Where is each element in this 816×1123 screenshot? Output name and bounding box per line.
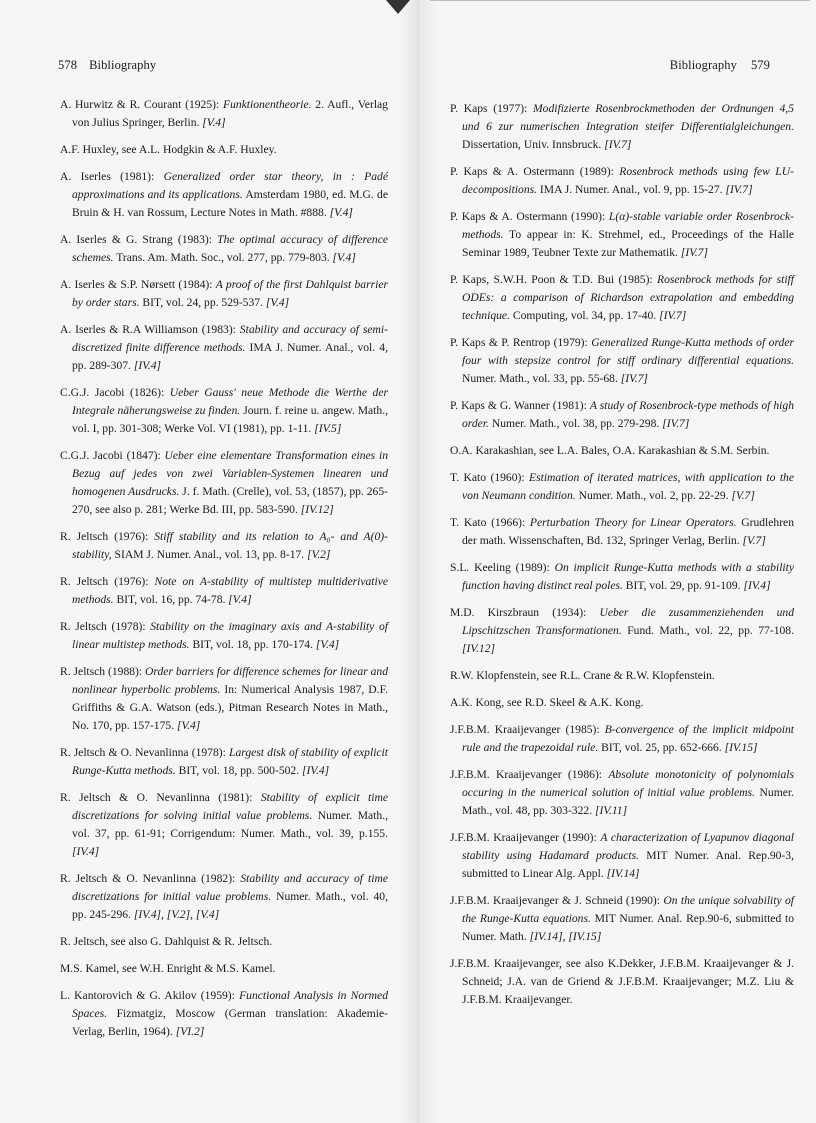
- reference-details: BIT, vol. 18, pp. 170-174.: [189, 638, 316, 651]
- reference-entry: [450, 892, 794, 946]
- reference-entry: [60, 933, 388, 951]
- reference-title: Absolute monotonicity of polynomials occuring in the numerical solution of initial value problems.: [462, 768, 794, 799]
- reference-authors: P. Kaps & A. Ostermann (1990):: [450, 210, 609, 223]
- right-reference-list: [450, 100, 794, 1018]
- reference-authors: O.A. Karakashian, see L.A. Bales, O.A. Karakashian & S.M. Serbin.: [450, 444, 770, 457]
- reference-details: Fund. Math., vol. 22, pp. 77-108.: [621, 624, 794, 637]
- reference-entry: [60, 276, 388, 312]
- reference-authors: A.F. Huxley, see A.L. Hodgkin & A.F. Huxley.: [60, 143, 277, 156]
- reference-title: A characterization of Lyapunov diagonal stability using Hadamard products.: [462, 831, 794, 862]
- reference-section: [IV.4]: [133, 359, 162, 372]
- reference-entry: [450, 469, 794, 505]
- reference-authors: P. Kaps & G. Wanner (1981):: [450, 399, 590, 412]
- reference-details: Numer. Math., vol. 37, pp. 61-91; Corrigendum: Numer. Math., vol. 39, p.155.: [72, 809, 388, 840]
- reference-section: [V.2]: [307, 548, 331, 561]
- reference-title: Stability of explicit time discretizations for solving initial value problems.: [72, 791, 389, 822]
- reference-entry: [60, 141, 388, 159]
- reference-details: MIT Numer. Anal. Rep.90-3, submitted to Linear Alg. Appl.: [462, 849, 794, 880]
- reference-authors: R. Jeltsch (1978):: [60, 620, 151, 633]
- reference-entry: [450, 667, 794, 685]
- reference-entry: [60, 789, 388, 861]
- left-page: [0, 0, 400, 1123]
- reference-entry: [450, 694, 794, 712]
- reference-title: Stability and accuracy of time discretizations for initial value problems.: [72, 872, 389, 903]
- left-reference-list: [60, 96, 388, 1050]
- reference-title: Generalized order star theory, in : Padé approximations and its applications.: [72, 170, 389, 201]
- reference-authors: R. Jeltsch (1976):: [60, 530, 155, 543]
- reference-details: In: Numerical Analysis 1987, D.F. Griffiths & G.A. Watson (eds.), Pitman Research Notes in Math., No. 170, pp. 157-175.: [72, 683, 388, 732]
- reference-entry: [60, 321, 388, 375]
- reference-title: Modifizierte Rosenbrockmethoden der Ordnungen 4,5 und 6 zur numerischen Integration steifer Differentialgleichungen.: [462, 102, 795, 133]
- reference-entry: [60, 384, 388, 438]
- reference-title: L(α)-stable variable order Rosenbrock-methods.: [462, 210, 794, 241]
- reference-authors: R.W. Klopfenstein, see R.L. Crane & R.W. Klopfenstein.: [450, 669, 715, 682]
- reference-entry: [450, 334, 794, 388]
- reference-entry: [60, 870, 388, 924]
- reference-title: Stiff stability and its relation to A₀- and A(0)-stability,: [72, 530, 389, 561]
- reference-entry: [450, 955, 794, 1009]
- reference-title: Order barriers for difference schemes for linear and nonlinear hyperbolic problems.: [72, 665, 389, 696]
- reference-entry: [60, 960, 388, 978]
- reference-entry: [60, 447, 388, 519]
- reference-authors: P. Kaps & A. Ostermann (1989):: [450, 165, 620, 178]
- reference-entry: [450, 208, 794, 262]
- reference-entry: [450, 559, 794, 595]
- reference-entry: [60, 168, 388, 222]
- reference-section: [IV.7]: [620, 372, 648, 385]
- reference-details: J. f. Math. (Crelle), vol. 53, (1857), pp. 265-270, see also p. 281; Werke Bd. III, pp. 583-590.: [72, 485, 388, 516]
- reference-section: [IV.15]: [724, 741, 758, 754]
- right-page: [416, 0, 816, 1123]
- reference-details: 2. Aufl., Verlag von Julius Springer, Berlin.: [72, 98, 388, 129]
- reference-entry: [60, 744, 388, 780]
- reference-entry: [450, 271, 794, 325]
- reference-authors: P. Kaps (1977):: [450, 102, 533, 115]
- reference-title: A proof of the first Dahlquist barrier by order stars.: [72, 278, 389, 309]
- reference-authors: R. Jeltsch & O. Nevanlinna (1981):: [60, 791, 261, 804]
- reference-authors: L. Kantorovich & G. Akilov (1959):: [60, 989, 240, 1002]
- reference-authors: R. Jeltsch, see also G. Dahlquist & R. Jeltsch.: [60, 935, 273, 948]
- reference-authors: J.F.B.M. Kraaijevanger (1986):: [450, 768, 609, 781]
- reference-title: Rosenbrock methods for stiff ODEs: a comparison of Richardson extrapolation and embedding technique.: [462, 273, 794, 322]
- reference-details: Fizmatgiz, Moscow (German translation: Akademie-Verlag, Berlin, 1964).: [72, 1007, 388, 1038]
- reference-entry: [60, 528, 388, 564]
- reference-details: BIT, vol. 25, pp. 652-666.: [598, 741, 725, 754]
- reference-entry: [450, 442, 794, 460]
- reference-authors: A. Iserles & R.A Williamson (1983):: [60, 323, 240, 336]
- reference-details: BIT, vol. 18, pp. 500-502.: [175, 764, 303, 777]
- reference-section: [IV.7]: [725, 183, 753, 196]
- reference-section: [IV.7]: [680, 246, 708, 259]
- left-running-header: [58, 58, 156, 73]
- reference-entry: [60, 573, 388, 609]
- reference-section: [V.7]: [731, 489, 755, 502]
- reference-authors: R. Jeltsch (1976):: [60, 575, 155, 588]
- reference-section: [V.4]: [329, 206, 353, 219]
- reference-entry: [450, 163, 794, 199]
- reference-details: Trans. Am. Math. Soc., vol. 277, pp. 779-803.: [113, 251, 333, 264]
- left-running-head: Bibliography: [89, 58, 157, 72]
- right-running-head: Bibliography: [669, 58, 737, 72]
- reference-title: Stability and accuracy of semi-discretized finite difference methods.: [72, 323, 388, 354]
- reference-section: [V.4]: [332, 251, 356, 264]
- reference-title: On implicit Runge-Kutta methods with a stability function having distinct real poles.: [462, 561, 795, 592]
- right-page-number: 579: [750, 58, 770, 72]
- reference-authors: J.F.B.M. Kraaijevanger & J. Schneid (1990):: [450, 894, 664, 907]
- reference-authors: R. Jeltsch & O. Nevanlinna (1978):: [60, 746, 230, 759]
- reference-authors: A. Iserles & G. Strang (1983):: [60, 233, 218, 246]
- reference-details: BIT, vol. 16, pp. 74-78.: [113, 593, 229, 606]
- reference-section: [V.7]: [742, 534, 766, 547]
- reference-details: Journ. f. reine u. angew. Math., vol. I, pp. 301-308; Werke Vol. VI (1981), pp. 1-11.: [72, 404, 388, 435]
- reference-title: On the unique solvability of the Runge-Kutta equations.: [462, 894, 794, 925]
- reference-title: Estimation of iterated matrices, with application to the von Neumann condition.: [462, 471, 794, 502]
- reference-entry: [60, 618, 388, 654]
- reference-entry: [450, 721, 794, 757]
- reference-title: Funktionentheorie.: [222, 98, 312, 111]
- reference-entry: [450, 397, 794, 433]
- reference-authors: C.G.J. Jacobi (1826):: [60, 386, 170, 399]
- reference-section: [IV.14]: [606, 867, 640, 880]
- reference-entry: [450, 604, 794, 658]
- reference-title: Ueber eine elementare Transformation eines in Bezug auf jedes von zwei Variablen-Systemen linearen und homogenen Ausdrucks.: [72, 449, 388, 498]
- reference-details: MIT Numer. Anal. Rep.90-6, submitted to Numer. Math.: [462, 912, 794, 943]
- reference-title: Ueber die zusammenziehenden und Lipschitzschen Transformationen.: [462, 606, 794, 637]
- reference-authors: T. Kato (1960):: [450, 471, 530, 484]
- right-running-header: [670, 58, 770, 73]
- reference-entry: [450, 766, 794, 820]
- reference-authors: R. Jeltsch (1988):: [60, 665, 146, 678]
- reference-section: [VI.2]: [175, 1025, 205, 1038]
- reference-authors: R. Jeltsch & O. Nevanlinna (1982):: [60, 872, 241, 885]
- reference-authors: J.F.B.M. Kraaijevanger (1985):: [450, 723, 605, 736]
- reference-authors: S.L. Keeling (1989):: [450, 561, 555, 574]
- reference-details: SIAM J. Numer. Anal., vol. 13, pp. 8-17.: [111, 548, 308, 561]
- reference-section: [IV.7]: [662, 417, 690, 430]
- reference-section: [IV.7]: [659, 309, 687, 322]
- reference-entry: [60, 663, 388, 735]
- reference-authors: M.D. Kirszbraun (1934):: [450, 606, 600, 619]
- reference-section: [IV.12]: [462, 642, 495, 655]
- reference-details: Dissertation, Univ. Innsbruck.: [462, 138, 605, 151]
- reference-details: BIT, vol. 29, pp. 91-109.: [622, 579, 744, 592]
- reference-section: [V.4]: [265, 296, 290, 309]
- reference-section: [IV.5]: [314, 422, 342, 435]
- left-page-number: 578: [58, 58, 78, 72]
- reference-details: Numer. Math., vol. 33, pp. 55-68.: [462, 372, 621, 385]
- reference-entry: [60, 987, 388, 1041]
- reference-section: [V.4]: [228, 593, 252, 606]
- reference-entry: [450, 100, 794, 154]
- reference-authors: A.K. Kong, see R.D. Skeel & A.K. Kong.: [450, 696, 644, 709]
- reference-authors: A. Iserles (1981):: [60, 170, 164, 183]
- reference-section: [IV.4]: [72, 845, 100, 858]
- reference-section: [IV.7]: [604, 138, 632, 151]
- reference-details: Numer. Math., vol. 48, pp. 303-322.: [462, 786, 794, 817]
- reference-authors: P. Kaps, S.W.H. Poon & T.D. Bui (1985):: [450, 273, 658, 286]
- reference-details: Grudlehren der math. Wissenschaften, Bd. 132, Springer Verlag, Berlin.: [462, 516, 794, 547]
- reference-section: [V.4]: [315, 638, 340, 651]
- reference-section: [IV.4]: [302, 764, 330, 777]
- reference-details: BIT, vol. 24, pp. 529-537.: [139, 296, 266, 309]
- reference-title: The optimal accuracy of difference schemes.: [72, 233, 388, 264]
- reference-authors: T. Kato (1966):: [450, 516, 530, 529]
- reference-section: [IV.11]: [595, 804, 628, 817]
- reference-authors: M.S. Kamel, see W.H. Enright & M.S. Kamel.: [60, 962, 276, 975]
- reference-details: Numer. Math., vol. 40, pp. 245-296.: [72, 890, 388, 921]
- reference-title: Ueber Gauss' neue Methode die Werthe der Integrale näherungsweise zu finden.: [72, 386, 388, 417]
- reference-authors: P. Kaps & P. Rentrop (1979):: [450, 336, 592, 349]
- reference-details: Numer. Math., vol. 2, pp. 22-29.: [575, 489, 732, 502]
- reference-section: [IV.12]: [300, 503, 334, 516]
- reference-title: Perturbation Theory for Linear Operators.: [529, 516, 737, 529]
- reference-section: [IV.14], [IV.15]: [529, 930, 602, 943]
- reference-section: [V.4]: [176, 719, 201, 732]
- reference-title: Note on A-stability of multistep multiderivative methods.: [72, 575, 388, 606]
- reference-authors: A. Iserles & S.P. Nørsett (1984):: [60, 278, 216, 291]
- reference-details: IMA J. Numer. Anal., vol. 9, pp. 15-27.: [537, 183, 726, 196]
- reference-title: A study of Rosenbrock-type methods of high order.: [462, 399, 794, 430]
- reference-section: [IV.4]: [743, 579, 771, 592]
- reference-details: Amsterdam 1980, ed. M.G. de Bruin & H. van Rossum, Lecture Notes in Math. #888.: [72, 188, 388, 219]
- reference-authors: A. Hurwitz & R. Courant (1925):: [60, 98, 223, 111]
- reference-details: Computing, vol. 34, pp. 17-40.: [509, 309, 660, 322]
- reference-title: Generalized Runge-Kutta methods of order four with stepsize control for stiff ordinary differential equations.: [462, 336, 794, 367]
- reference-entry: [450, 829, 794, 883]
- reference-title: Rosenbrock methods using few LU-decompositions.: [462, 165, 794, 196]
- reference-section: [IV.4], [V.2], [V.4]: [133, 908, 220, 921]
- reference-details: Numer. Math., vol. 38, pp. 279-298.: [488, 417, 663, 430]
- reference-details: IMA J. Numer. Anal., vol. 4, pp. 289-307.: [72, 341, 388, 372]
- reference-title: Stability on the imaginary axis and A-stability of linear multistep methods.: [72, 620, 388, 651]
- reference-entry: [60, 231, 388, 267]
- reference-details: To appear in: K. Strehmel, ed., Proceedings of the Halle Seminar 1989, Teubner Texte zur Mathematik.: [462, 228, 794, 259]
- reference-authors: J.F.B.M. Kraaijevanger, see also K.Dekker, J.F.B.M. Kraaijevanger & J. Schneid; J.A. van de Griend & J.F.B.M. Kraaijevanger; M.Z. Liu & J.F.B.M. Kraaijevanger.: [450, 957, 794, 1006]
- reference-authors: C.G.J. Jacobi (1847):: [60, 449, 165, 462]
- reference-entry: [60, 96, 388, 132]
- reference-entry: [450, 514, 794, 550]
- reference-title: Largest disk of stability of explicit Runge-Kutta methods.: [72, 746, 389, 777]
- reference-section: [V.4]: [202, 116, 226, 129]
- reference-title: Functional Analysis in Normed Spaces.: [72, 989, 389, 1020]
- reference-title: B-convergence of the implicit midpoint rule and the trapezoidal rule.: [462, 723, 794, 754]
- reference-authors: J.F.B.M. Kraaijevanger (1990):: [450, 831, 601, 844]
